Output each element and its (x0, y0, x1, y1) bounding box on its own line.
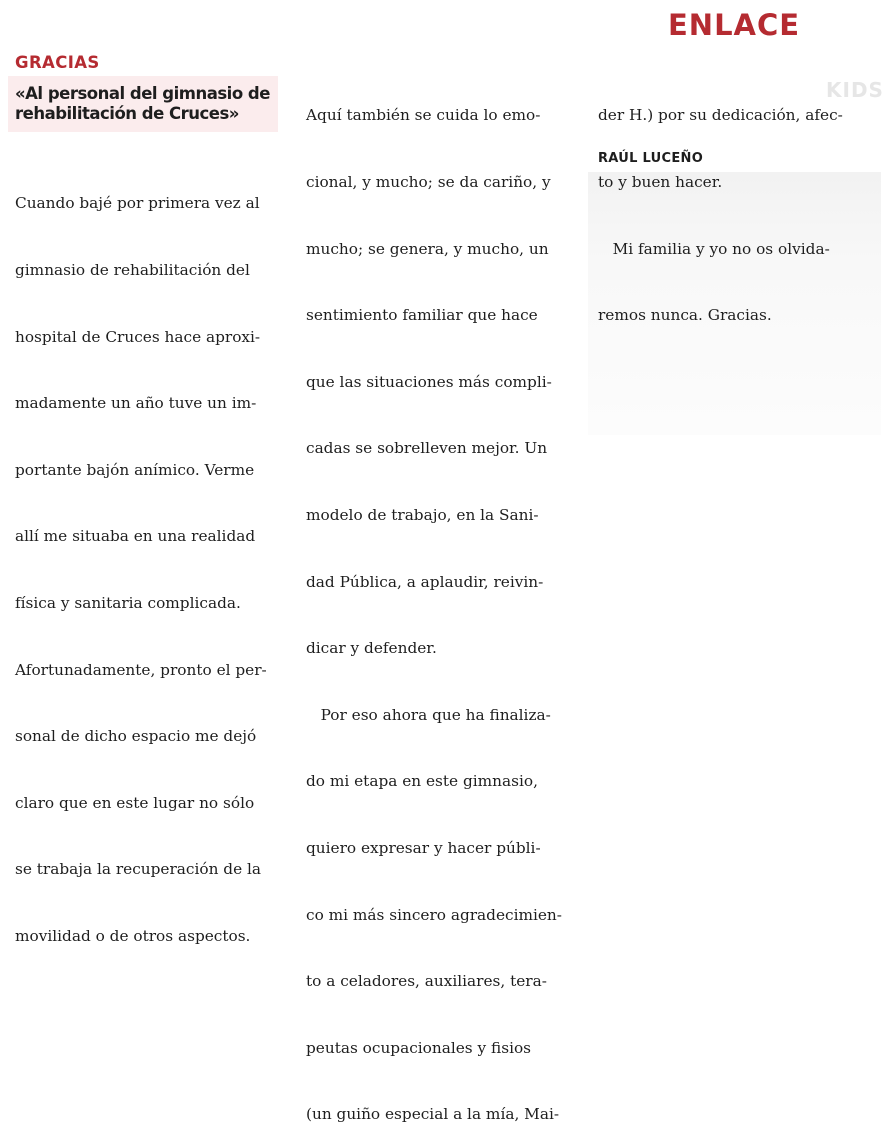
body-line: gimnasio de rehabilitación del (15, 261, 250, 279)
body-column-1 (15, 148, 287, 969)
body-line: Mi familia y yo no os olvida- (598, 239, 830, 258)
body-line: dad Pública, a aplaudir, reivin- (306, 572, 544, 591)
body-line: claro que en este lugar no sólo (15, 793, 255, 812)
body-line: do mi etapa en este gimnasio, (306, 772, 538, 791)
author-signature: RAÚL LUCEÑO (598, 151, 704, 166)
body-column-3 (598, 60, 870, 349)
body-line: Aquí también se cuida lo emo- (306, 106, 541, 125)
body-line: dicar y defender. (306, 639, 437, 658)
body-line: to y buen hacer. (598, 173, 723, 191)
body-line: hospital de Cruces hace aproxi- (15, 327, 261, 346)
body-line: peutas ocupacionales y fisios (306, 1038, 532, 1057)
body-column-2 (306, 60, 578, 1148)
body-line: portante bajón anímico. Verme (15, 460, 255, 479)
body-line: madamente un año tuve un im- (15, 394, 257, 413)
body-line: Afortunadamente, pronto el per- (15, 660, 267, 679)
body-line: Cuando bajé por primera vez al (15, 194, 260, 213)
body-line: se trabaja la recuperación de la (15, 860, 262, 879)
body-line: allí me situaba en una realidad (15, 527, 256, 546)
body-line: (un guiño especial a la mía, Mai- (306, 1105, 560, 1124)
body-line: movilidad o de otros aspectos. (15, 926, 251, 945)
body-line: que las situaciones más compli- (306, 372, 552, 391)
body-line: modelo de trabajo, en la Sani- (306, 505, 539, 524)
body-line: física y sanitaria complicada. (15, 593, 241, 612)
body-line: Por eso ahora que ha finaliza- (306, 705, 551, 724)
article-headline: «Al personal del gimnasio de rehabilitación de Cruces» (15, 84, 270, 123)
article-kicker: GRACIAS (15, 53, 100, 72)
body-line: sentimiento familiar que hace (306, 306, 538, 325)
body-line: cadas se sobrelleven mejor. Un (306, 439, 548, 458)
body-line: sonal de dicho espacio me dejó (15, 727, 257, 746)
section-tag: ENLACE (668, 8, 801, 42)
body-line: remos nunca. Gracias. (598, 306, 772, 325)
body-line: cional, y mucho; se da cariño, y (306, 173, 551, 191)
body-line: co mi más sincero agradecimien- (306, 905, 562, 924)
body-line: quiero expresar y hacer públi- (306, 838, 541, 857)
body-line: to a celadores, auxiliares, tera- (306, 972, 547, 991)
body-line: mucho; se genera, y mucho, un (306, 239, 549, 258)
faded-adjacent-text: KIDS (826, 78, 884, 102)
body-line: der H.) por su dedicación, afec- (598, 106, 843, 125)
